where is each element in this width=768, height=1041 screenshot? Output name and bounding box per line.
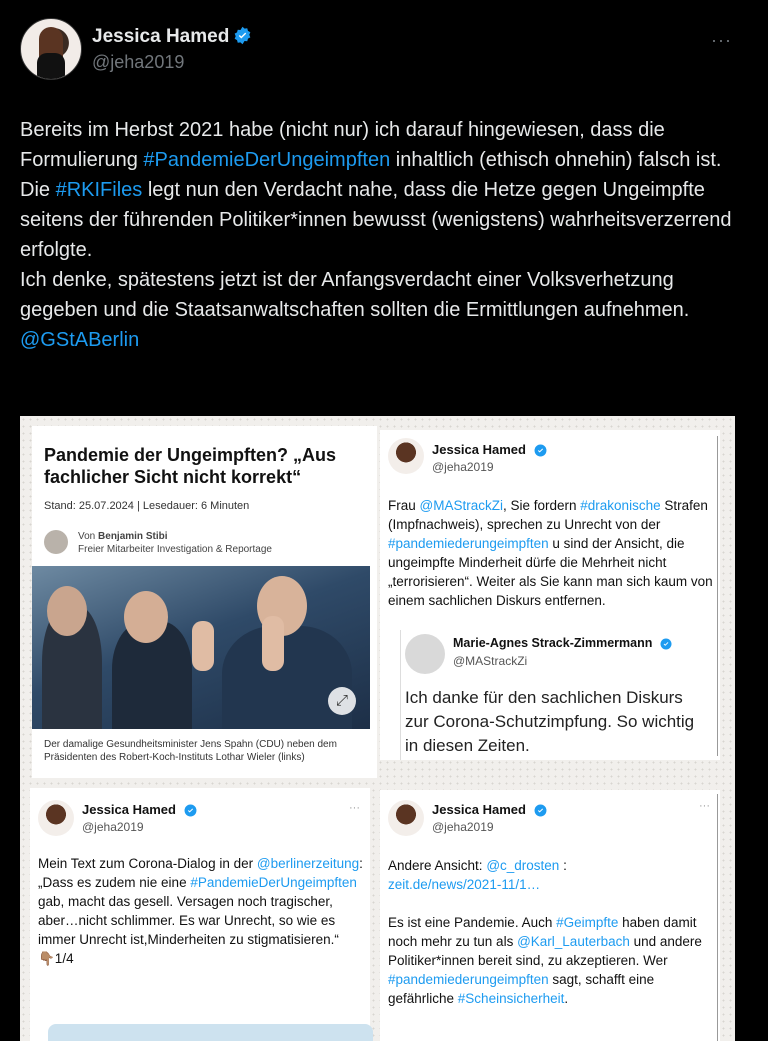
- display-name: Jessica Hamed: [82, 802, 197, 817]
- verified-badge-icon: [534, 444, 547, 457]
- quoted-tweet-text: Ich danke für den sachlichen Diskurs zur Corona-Schutzimpfung. So wichtig in diesen Zeiten.: [405, 688, 695, 755]
- thread-line: [717, 436, 718, 756]
- verified-badge-icon: [534, 804, 547, 817]
- mention-link[interactable]: @GStABerlin: [20, 329, 140, 351]
- avatar: [405, 634, 445, 674]
- user-handle: @jeha2019: [432, 820, 494, 834]
- embedded-tweet-text: Mein Text zum Corona-Dialog in der @berlinerzeitung: „Dass es zudem nie eine #PandemieDerUngeimpften gab, macht das gesell. Versagen noch tragischer, aber…nicht schlimmer. Es war Unrecht, so wie es immer Unrecht ist,Minderheiten zu stigmatisieren.“ 👇🏽1/4: [38, 856, 363, 966]
- display-name: Jessica Hamed: [432, 802, 547, 817]
- quoted-tweet: [400, 630, 709, 760]
- embedded-tweet-3: [380, 790, 720, 1041]
- user-handle: @MAStrackZi: [453, 654, 528, 668]
- more-options-icon: ···: [699, 800, 710, 812]
- hashtag-link[interactable]: #RKIFiles: [55, 179, 143, 201]
- user-handle: @jeha2019: [432, 460, 494, 474]
- embedded-tweet-1: [380, 430, 720, 760]
- photo-caption: Der damalige Gesundheitsminister Jens Spahn (CDU) neben dem Präsidenten des Robert-Koch-Instituts Lothar Wieler (links): [44, 739, 337, 763]
- article-author: Von Benjamin Stibi Freier Mitarbeiter Investigation & Reportage: [78, 531, 272, 555]
- thread-line: [717, 794, 718, 1041]
- article-title: Pandemie der Ungeimpften? „Aus fachlicher Sicht nicht korrekt“: [44, 445, 337, 487]
- article-photo: [32, 566, 370, 729]
- more-options-icon[interactable]: ···: [711, 30, 732, 50]
- attached-image[interactable]: [20, 416, 735, 1041]
- avatar[interactable]: [20, 18, 82, 80]
- user-handle: @jeha2019: [82, 820, 144, 834]
- user-handle[interactable]: @jeha2019: [92, 52, 185, 72]
- avatar: [38, 800, 74, 836]
- article-meta: Stand: 25.07.2024 | Lesedauer: 6 Minuten: [44, 500, 250, 512]
- verified-badge-icon: [233, 26, 252, 45]
- avatar: [388, 800, 424, 836]
- embedded-tweet-text: Frau @MAStrackZi, Sie fordern #drakonische Strafen (Impfnachweis), sprechen zu Unrecht von der #pandemiederungeimpften u sind der Ansicht, die ungeimpfte Minderheit dürfe die Mehrheit nicht „terrorisieren“. Weiter als Sie kann man sich kaum von einem sachlichen Diskurs entfernen.: [388, 498, 713, 608]
- author-avatar: [44, 530, 68, 554]
- tweet-header: [20, 16, 750, 80]
- more-options-icon: ···: [349, 802, 360, 814]
- tweet-text: Bereits im Herbst 2021 habe (nicht nur) ich darauf hingewiesen, dass die Formulierung #PandemieDerUngeimpften inhaltlich (ethisch ohnehin) falsch ist. Die #RKIFiles legt nun den Verdacht nahe, dass die Hetze gegen Ungeimpfte seitens der führenden Politiker*innen bewusst (wenigstens) wahrheitsverzerrend erfolgte. Ich denke, spätestens jetzt ist der Anfangsverdacht einer Volksverhetzung gegeben und die Staatsanwaltschaften sollten die Ermittlungen aufnehmen. @GStABerlin: [20, 119, 732, 351]
- article-screenshot: [32, 426, 377, 778]
- display-name[interactable]: Jessica Hamed: [92, 26, 252, 48]
- verified-badge-icon: [184, 804, 197, 817]
- embedded-tweet-2: [30, 788, 370, 1041]
- hashtag-link[interactable]: #PandemieDerUngeimpften: [143, 149, 391, 171]
- verified-badge-icon: [660, 638, 672, 650]
- expand-icon[interactable]: ⤢: [328, 687, 356, 715]
- embedded-image-thumbnail: [48, 1024, 373, 1041]
- display-name: Jessica Hamed: [432, 442, 547, 457]
- embedded-tweet-text: Andere Ansicht: @c_drosten : zeit.de/news/2021-11/1… Es ist eine Pandemie. Auch #Geimpfte haben damit noch mehr zu tun als @Karl_Lauterbach und andere Politiker*innen bereit sind, zu akzeptieren. Wer #pandemiederungeimpften sagt, schafft eine gefährliche #Scheinsicherheit.: [388, 858, 702, 1006]
- display-name: Marie-Agnes Strack-Zimmermann: [453, 636, 672, 650]
- avatar: [388, 438, 424, 474]
